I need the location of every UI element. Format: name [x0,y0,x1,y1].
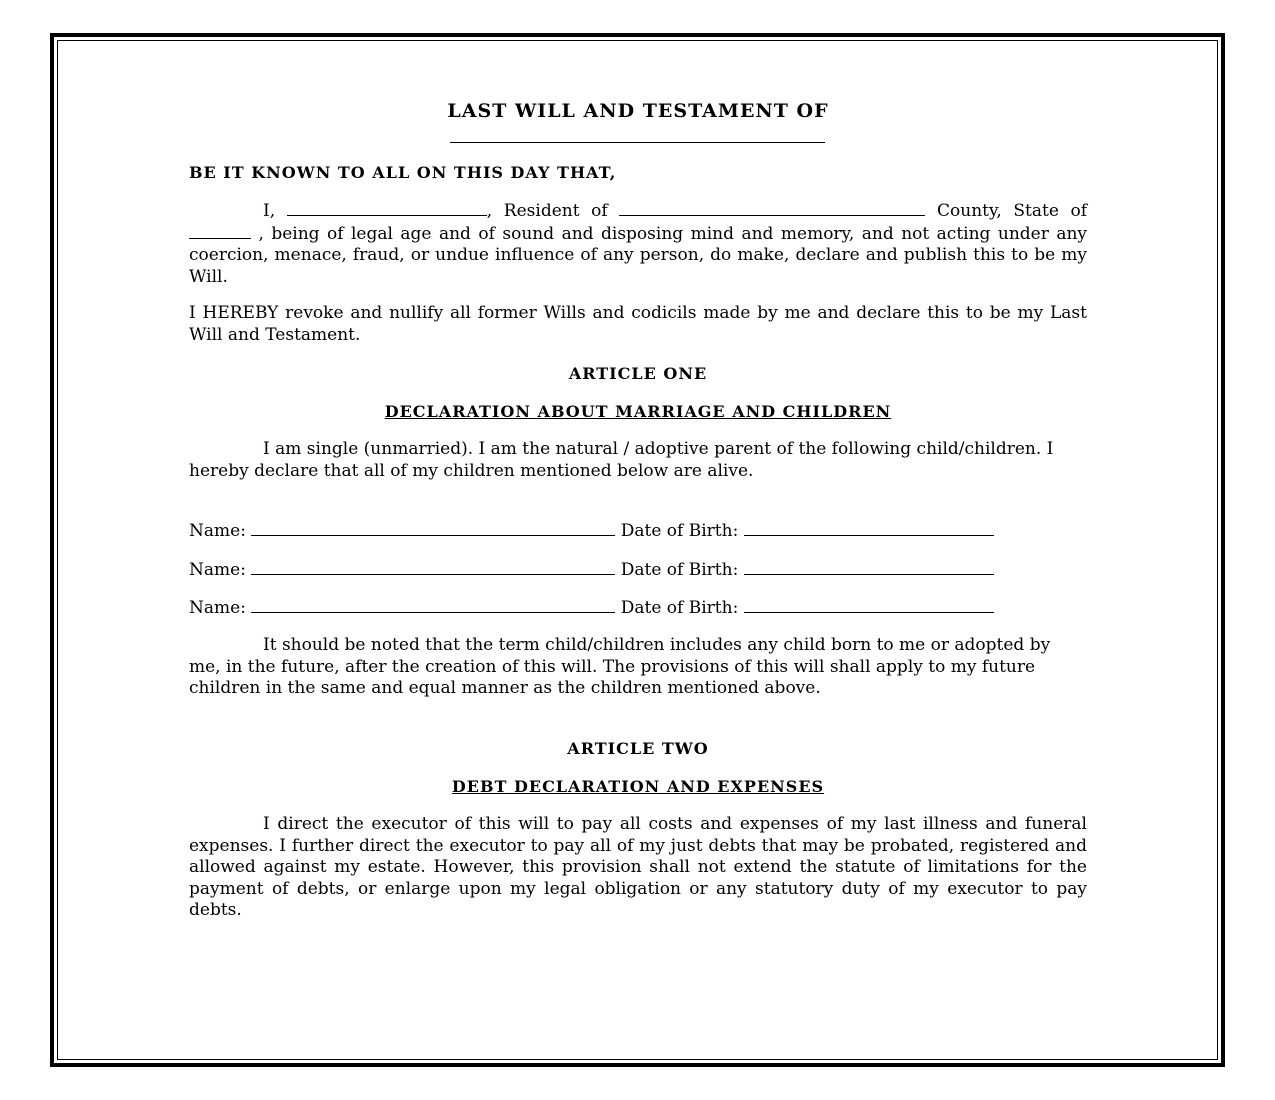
revocation-paragraph: I HEREBY revoke and nullify all former Wills and codicils made by me and declare this to be my Last Will and Testament. [189,303,1087,345]
debt-text: I direct the executor of this will to pay all costs and expenses of my last illness and funeral expenses. I further direct the executor to pay all of my just debts that may be probated, registered and allowed against my estate. However, this provision shall not extend the statute of limitations for the payment of debts, or enlarge upon my legal obligation or any statutory duty of my executor to pay debts. [189,814,1087,920]
article-one-label: ARTICLE ONE [568,364,708,383]
child-dob-label: Date of Birth: [620,560,739,580]
debt-paragraph [189,814,1087,922]
child-name-field[interactable] [251,596,615,613]
document-title: LAST WILL AND TESTAMENT OF [447,100,829,122]
child-dob-field[interactable] [744,519,994,536]
article-one-heading-text: DECLARATION ABOUT MARRIAGE AND CHILDREN [384,402,892,421]
intro-paragraph [189,200,1087,288]
child-dob-label: Date of Birth: [620,521,739,541]
intro-text-i: I, [263,201,276,221]
child-dob-label: Date of Birth: [620,598,739,618]
article-two-heading-text: DEBT DECLARATION AND EXPENSES [451,777,825,796]
child-row-3 [189,596,1087,619]
child-name-label: Name: [189,598,246,618]
county-field[interactable] [619,200,925,216]
testator-name-blank[interactable] [450,142,825,143]
child-name-label: Name: [189,560,246,580]
intro-text-body: , being of legal age and of sound and disposing mind and memory, and not acting under any coercion, menace, fraud, or undue influence of any person, do make, declare and publish this to be my Will. [189,223,1088,287]
child-row-1 [189,519,1087,542]
intro-text-state: State of [1013,201,1088,221]
future-children-paragraph [189,635,1087,700]
future-children-text: It should be noted that the term child/children includes any child born to me or adopted by me, in the future, after the creation of this will. The provisions of this will shall apply to my future children in the same and equal manner as the children mentioned above. [189,635,1051,698]
child-name-field[interactable] [251,558,615,575]
intro-text-county: County, [937,201,1002,221]
marriage-paragraph [189,439,1087,482]
intro-heading: BE IT KNOWN TO ALL ON THIS DAY THAT, [189,163,617,182]
intro-text-resident: , Resident of [486,201,608,221]
state-field[interactable] [189,223,251,239]
article-one-heading [189,401,1087,423]
child-dob-field[interactable] [744,558,994,575]
article-two-heading [189,776,1087,798]
article-two-label: ARTICLE TWO [567,739,709,758]
testator-name-field[interactable] [287,200,487,216]
child-dob-field[interactable] [744,596,994,613]
marriage-text: I am single (unmarried). I am the natural / adoptive parent of the following child/children. I hereby declare that all of my children mentioned below are alive. [189,439,1054,481]
child-name-field[interactable] [251,519,615,536]
child-name-label: Name: [189,521,246,541]
child-row-2 [189,558,1087,581]
